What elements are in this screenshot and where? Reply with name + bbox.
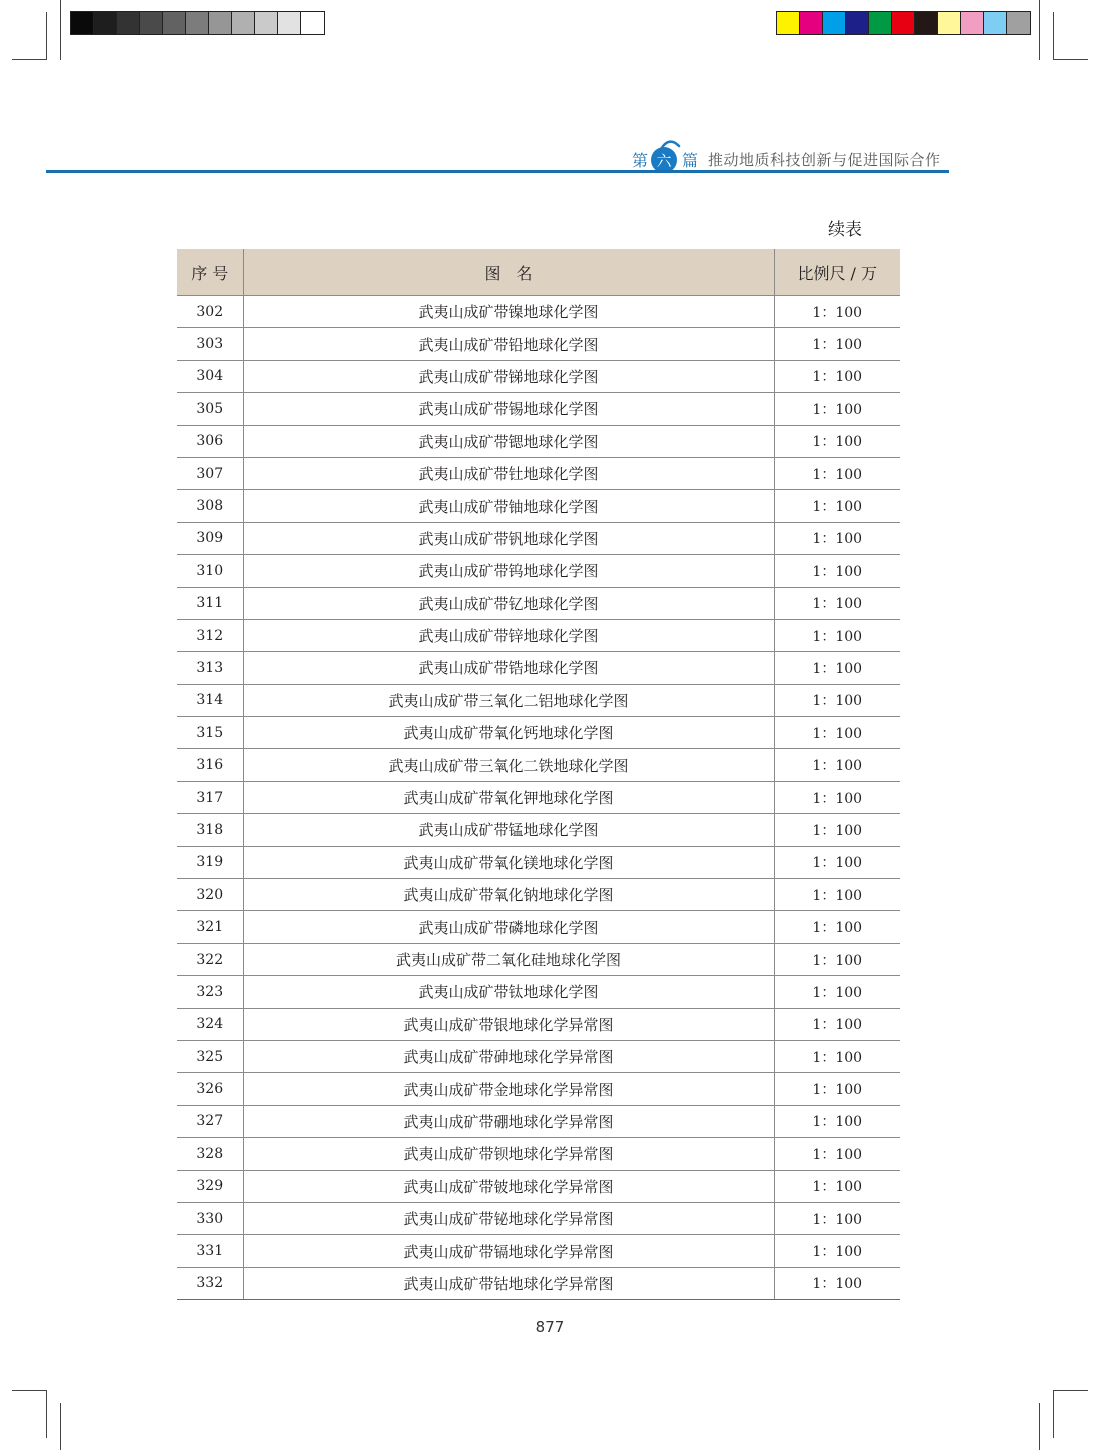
table-body	[177, 296, 900, 1300]
calibration-swatch	[209, 12, 232, 34]
row-seq: 319	[177, 846, 243, 878]
part-prefix: 第	[632, 150, 649, 170]
table-row	[177, 1202, 900, 1234]
table-row	[177, 1073, 900, 1105]
calibration-swatch	[915, 12, 938, 34]
row-seq: 305	[177, 393, 243, 425]
calibration-swatch	[163, 12, 186, 34]
row-seq: 310	[177, 555, 243, 587]
row-map-name: 武夷山成矿带锡地球化学图	[243, 393, 774, 425]
table-row	[177, 1138, 900, 1170]
header-seq: 序 号	[177, 249, 243, 296]
row-map-name: 武夷山成矿带铅地球化学图	[243, 328, 774, 360]
row-scale: 1：100	[774, 1267, 900, 1299]
row-seq: 323	[177, 976, 243, 1008]
row-scale: 1：100	[774, 555, 900, 587]
row-map-name: 武夷山成矿带钇地球化学图	[243, 587, 774, 619]
row-seq: 314	[177, 684, 243, 716]
table-row	[177, 976, 900, 1008]
row-map-name: 武夷山成矿带镍地球化学图	[243, 296, 774, 328]
row-seq: 308	[177, 490, 243, 522]
table-row	[177, 587, 900, 619]
row-map-name: 武夷山成矿带钡地球化学异常图	[243, 1138, 774, 1170]
part-number-badge	[651, 145, 679, 173]
table-row	[177, 1008, 900, 1040]
table-row	[177, 393, 900, 425]
row-scale: 1：100	[774, 943, 900, 975]
row-map-name: 武夷山成矿带锆地球化学图	[243, 652, 774, 684]
calibration-swatch	[984, 12, 1007, 34]
table-row	[177, 652, 900, 684]
row-scale: 1：100	[774, 781, 900, 813]
calibration-swatch	[232, 12, 255, 34]
row-seq: 320	[177, 879, 243, 911]
row-map-name: 武夷山成矿带三氧化二铝地球化学图	[243, 684, 774, 716]
row-seq: 332	[177, 1267, 243, 1299]
calibration-swatch	[71, 12, 94, 34]
calibration-swatch	[846, 12, 869, 34]
row-map-name: 武夷山成矿带二氧化硅地球化学图	[243, 943, 774, 975]
row-scale: 1：100	[774, 328, 900, 360]
part-number: 六	[651, 147, 677, 173]
row-map-name: 武夷山成矿带镉地球化学异常图	[243, 1235, 774, 1267]
row-seq: 307	[177, 457, 243, 489]
color-calibration-bar	[776, 11, 1031, 35]
row-scale: 1：100	[774, 587, 900, 619]
calibration-swatch	[301, 12, 324, 34]
row-scale: 1：100	[774, 879, 900, 911]
table-row	[177, 425, 900, 457]
row-map-name: 武夷山成矿带钍地球化学图	[243, 457, 774, 489]
row-scale: 1：100	[774, 1073, 900, 1105]
row-seq: 317	[177, 781, 243, 813]
row-map-name: 武夷山成矿带锑地球化学图	[243, 360, 774, 392]
table-row	[177, 684, 900, 716]
table-row	[177, 457, 900, 489]
row-map-name: 武夷山成矿带锌地球化学图	[243, 619, 774, 651]
header-scale: 比例尺 / 万	[774, 249, 900, 296]
row-seq: 309	[177, 522, 243, 554]
row-scale: 1：100	[774, 360, 900, 392]
table-row	[177, 911, 900, 943]
table-row	[177, 1170, 900, 1202]
row-seq: 313	[177, 652, 243, 684]
table-row	[177, 943, 900, 975]
row-map-name: 武夷山成矿带锰地球化学图	[243, 814, 774, 846]
calibration-swatch	[869, 12, 892, 34]
row-map-name: 武夷山成矿带氧化钠地球化学图	[243, 879, 774, 911]
calibration-swatch	[1007, 12, 1030, 34]
table-row	[177, 717, 900, 749]
row-seq: 311	[177, 587, 243, 619]
row-map-name: 武夷山成矿带氧化钾地球化学图	[243, 781, 774, 813]
row-seq: 322	[177, 943, 243, 975]
calibration-swatch	[278, 12, 301, 34]
row-scale: 1：100	[774, 652, 900, 684]
calibration-swatch	[823, 12, 846, 34]
row-seq: 306	[177, 425, 243, 457]
row-scale: 1：100	[774, 296, 900, 328]
row-seq: 312	[177, 619, 243, 651]
row-seq: 324	[177, 1008, 243, 1040]
row-scale: 1：100	[774, 1040, 900, 1072]
section-title: 推动地质科技创新与促进国际合作	[708, 150, 941, 169]
calibration-swatch	[892, 12, 915, 34]
map-list-table	[177, 249, 900, 1300]
row-map-name: 武夷山成矿带氧化钙地球化学图	[243, 717, 774, 749]
row-scale: 1：100	[774, 425, 900, 457]
row-scale: 1：100	[774, 1105, 900, 1137]
row-scale: 1：100	[774, 457, 900, 489]
row-seq: 326	[177, 1073, 243, 1105]
calibration-swatch	[255, 12, 278, 34]
table-row	[177, 1235, 900, 1267]
row-seq: 327	[177, 1105, 243, 1137]
row-scale: 1：100	[774, 1138, 900, 1170]
table-row	[177, 781, 900, 813]
row-seq: 302	[177, 296, 243, 328]
row-map-name: 武夷山成矿带锶地球化学图	[243, 425, 774, 457]
row-scale: 1：100	[774, 684, 900, 716]
header-rule	[46, 170, 949, 173]
calibration-swatch	[186, 12, 209, 34]
row-seq: 328	[177, 1138, 243, 1170]
page-number: 877	[535, 1318, 565, 1336]
calibration-swatch	[961, 12, 984, 34]
row-scale: 1：100	[774, 619, 900, 651]
calibration-swatch	[800, 12, 823, 34]
row-scale: 1：100	[774, 1235, 900, 1267]
continued-label: 续表	[828, 220, 862, 240]
row-seq: 330	[177, 1202, 243, 1234]
row-scale: 1：100	[774, 1008, 900, 1040]
row-seq: 325	[177, 1040, 243, 1072]
row-scale: 1：100	[774, 522, 900, 554]
row-seq: 321	[177, 911, 243, 943]
row-scale: 1：100	[774, 393, 900, 425]
row-map-name: 武夷山成矿带铍地球化学异常图	[243, 1170, 774, 1202]
row-scale: 1：100	[774, 490, 900, 522]
row-map-name: 武夷山成矿带氧化镁地球化学图	[243, 846, 774, 878]
table-row	[177, 360, 900, 392]
header-name: 图 名	[243, 249, 774, 296]
table-row	[177, 1267, 900, 1299]
row-scale: 1：100	[774, 814, 900, 846]
table-row	[177, 296, 900, 328]
row-map-name: 武夷山成矿带钒地球化学图	[243, 522, 774, 554]
row-scale: 1：100	[774, 1202, 900, 1234]
table-row	[177, 1040, 900, 1072]
row-scale: 1：100	[774, 717, 900, 749]
row-seq: 304	[177, 360, 243, 392]
calibration-swatch	[117, 12, 140, 34]
calibration-swatch	[94, 12, 117, 34]
row-map-name: 武夷山成矿带磷地球化学图	[243, 911, 774, 943]
table-row	[177, 619, 900, 651]
table-row	[177, 555, 900, 587]
row-seq: 315	[177, 717, 243, 749]
row-seq: 318	[177, 814, 243, 846]
row-seq: 331	[177, 1235, 243, 1267]
row-scale: 1：100	[774, 976, 900, 1008]
calibration-swatch	[777, 12, 800, 34]
calibration-swatch	[938, 12, 961, 34]
row-map-name: 武夷山成矿带金地球化学异常图	[243, 1073, 774, 1105]
row-map-name: 武夷山成矿带铀地球化学图	[243, 490, 774, 522]
row-map-name: 武夷山成矿带铋地球化学异常图	[243, 1202, 774, 1234]
row-scale: 1：100	[774, 749, 900, 781]
table-row	[177, 328, 900, 360]
row-seq: 329	[177, 1170, 243, 1202]
row-map-name: 武夷山成矿带银地球化学异常图	[243, 1008, 774, 1040]
row-map-name: 武夷山成矿带硼地球化学异常图	[243, 1105, 774, 1137]
table-row	[177, 1105, 900, 1137]
part-suffix: 篇	[682, 150, 699, 170]
grayscale-calibration-bar	[70, 11, 325, 35]
table-header-row	[177, 249, 900, 296]
row-seq: 303	[177, 328, 243, 360]
row-seq: 316	[177, 749, 243, 781]
row-scale: 1：100	[774, 911, 900, 943]
table-row	[177, 814, 900, 846]
row-scale: 1：100	[774, 1170, 900, 1202]
row-map-name: 武夷山成矿带钴地球化学异常图	[243, 1267, 774, 1299]
table-row	[177, 749, 900, 781]
table-row	[177, 490, 900, 522]
row-scale: 1：100	[774, 846, 900, 878]
row-map-name: 武夷山成矿带钨地球化学图	[243, 555, 774, 587]
table-row	[177, 879, 900, 911]
table-row	[177, 522, 900, 554]
table-row	[177, 846, 900, 878]
row-map-name: 武夷山成矿带砷地球化学异常图	[243, 1040, 774, 1072]
calibration-swatch	[140, 12, 163, 34]
row-map-name: 武夷山成矿带三氧化二铁地球化学图	[243, 749, 774, 781]
row-map-name: 武夷山成矿带钛地球化学图	[243, 976, 774, 1008]
